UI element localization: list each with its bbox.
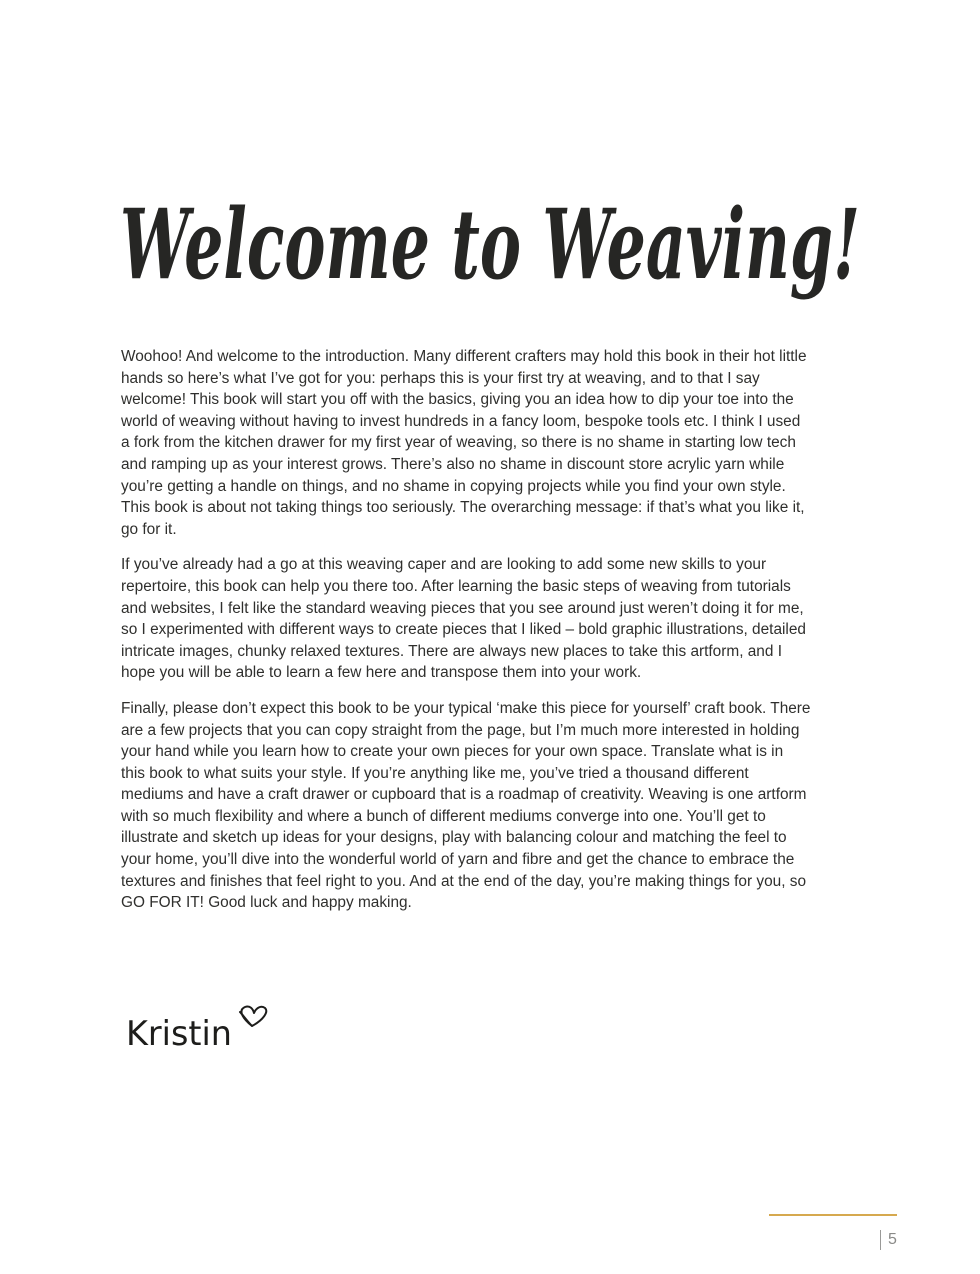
introduction-text <box>121 346 811 928</box>
page-footer <box>880 1229 897 1251</box>
page-title-text: Welcome to Weaving! <box>120 188 860 301</box>
signature-text: Kristin <box>126 1014 232 1054</box>
paragraph-1: Woohoo! And welcome to the introduction. Many different crafters may hold this book in their hot little hands so here’s what I’ve got for you: perhaps this is your first try at weaving, and to that I say welcome! This book will start you off with the basics, giving you an idea how to dip your toe into the world of weaving without having to invest hundreds in a fancy loom, bespoke tools etc. I think I used a fork from the kitchen drawer for my first year of weaving, so there is no shame in starting low tech and ramping up as your interest grows. There’s also no shame in discount store acrylic yarn while you’re getting a handle on things, and no shame in copying projects while you find your own style. This book is about not taking things too seriously. The overarching message: if that’s what you like it, go for it. <box>121 348 807 538</box>
footer-accent-rule <box>769 1214 897 1216</box>
heart-icon <box>240 1006 266 1026</box>
page-title <box>0 178 980 338</box>
paragraph-2: If you’ve already had a go at this weaving caper and are looking to add some new skills to your repertoire, this book can help you there too. After learning the basic steps of weaving from tutorials and websites, I felt like the standard weaving pieces that you see around just weren’t doing it for me, so I experimented with different ways to create pieces that I liked – bold graphic illustrations, detailed intricate images, chunky relaxed textures. There are always new places to take this artform, and I hope you will be able to learn a few here and transpose them into your work. <box>121 556 806 682</box>
signature-graphic <box>124 1000 274 1060</box>
page-title-graphic <box>0 178 980 338</box>
page-number: 5 <box>888 1231 897 1248</box>
paragraph-3: Finally, please don’t expect this book to be your typical ‘make this piece for yourself’ craft book. There are a few projects that you can copy straight from the page, but I’m much more interested in holding your hand while you learn how to create your own pieces for your own space. Translate what is in this book to what suits your style. If you’re anything like me, you’ve tried a thousand different mediums and have a craft drawer or cupboard that is a roadmap of creativity. Weaving is one artform with so much flexibility and where a bunch of different mediums converge into one. You’ll get to illustrate and sketch up ideas for your designs, play with balancing colour and matching the feel to your home, you’ll dive into the wonderful world of yarn and fibre and get the chance to embrace the textures and finishes that feel right to you. And at the end of the day, you’re making things for you, so GO FOR IT! Good luck and happy making. <box>121 699 811 912</box>
author-signature <box>124 1000 274 1060</box>
page-number-divider <box>880 1230 881 1250</box>
